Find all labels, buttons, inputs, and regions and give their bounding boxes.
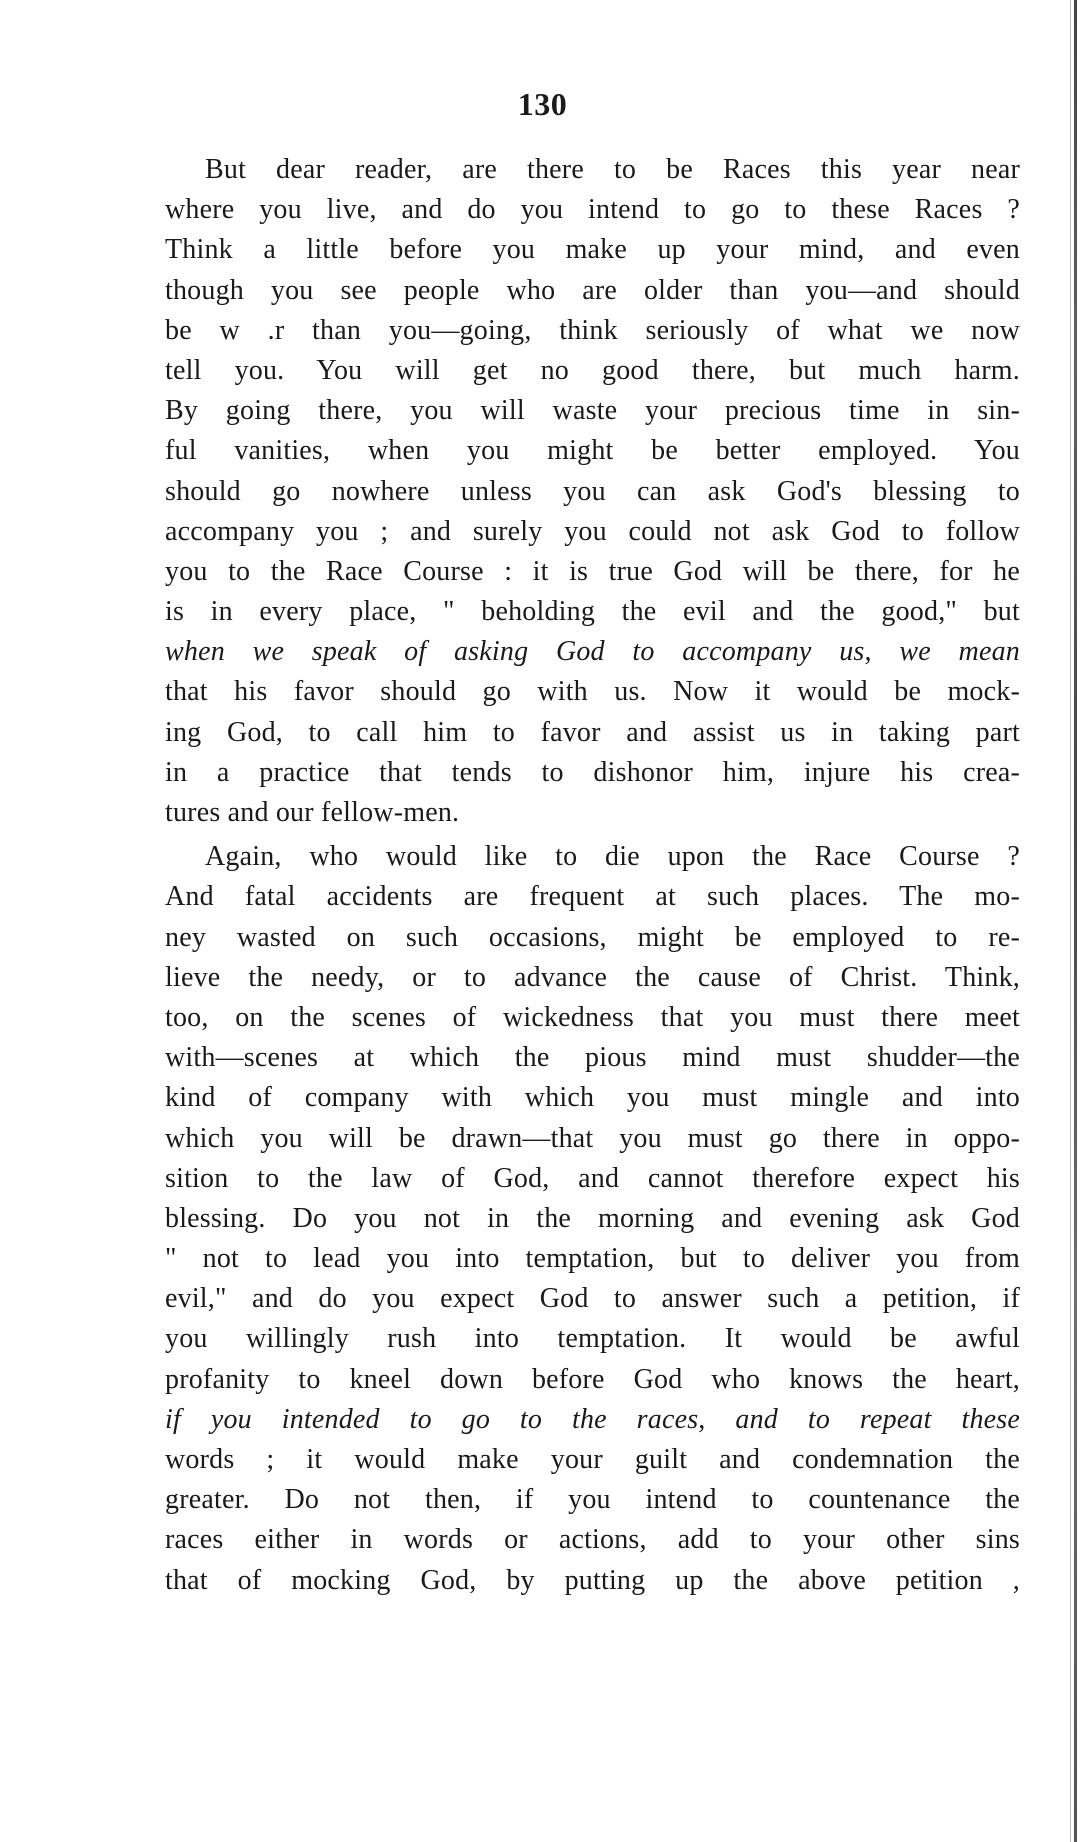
text-line: Think a little before you make up your mind, and even [165, 234, 1020, 266]
text-line: you willingly rush into temptation. It would be awful [165, 1323, 1020, 1355]
text-line: if you intended to go to the races, and to repeat these [165, 1403, 1020, 1435]
text-line: in a practice that tends to dishonor him, injure his crea- [165, 756, 1020, 788]
text-line: is in every place, " beholding the evil and the good," but [165, 596, 1020, 628]
text-line: ful vanities, when you might be better employed. You [165, 435, 1020, 467]
text-line: But dear reader, are there to be Races this year near [205, 154, 1020, 185]
text-line: too, on the scenes of wickedness that you must there meet [165, 1001, 1020, 1033]
text-line: though you see people who are older than you—and should [165, 274, 1020, 306]
text-line: " not to lead you into temptation, but to deliver you from [165, 1243, 1020, 1275]
text-line: profanity to kneel down before God who knows the heart, [165, 1363, 1020, 1395]
page-number: 130 [517, 86, 568, 122]
text-line: greater. Do not then, if you intend to countenance the [165, 1484, 1020, 1516]
text-line: when we speak of asking God to accompany us, we mean [165, 636, 1020, 668]
text-line: Again, who would like to die upon the Race Course ? [205, 841, 1020, 873]
text-line: which you will be drawn—that you must go there in oppo- [165, 1122, 1020, 1154]
text-line: you to the Race Course : it is true God will be there, for he [165, 555, 1020, 587]
text-line: And fatal accidents are frequent at such places. The mo- [165, 881, 1020, 913]
text-line: should go nowhere unless you can ask God's blessing to [165, 475, 1020, 507]
page-edge-shadow [1074, 0, 1077, 1842]
text-line: ing God, to call him to favor and assist us in taking part [165, 716, 1020, 748]
text-line: blessing. Do you not in the morning and evening ask God [165, 1202, 1020, 1234]
text-line: sition to the law of God, and cannot therefore expect his [165, 1162, 1020, 1194]
text-line: evil," and do you expect God to answer such a petition, if [165, 1283, 1020, 1315]
text-line: kind of company with which you must mingle and into [165, 1082, 1020, 1114]
text-line: with—scenes at which the pious mind must shudder—the [165, 1042, 1020, 1074]
text-line: tures and our fellow-men. [165, 797, 460, 828]
text-line: lieve the needy, or to advance the cause of Christ. Think, [165, 961, 1020, 993]
text-line: races either in words or actions, add to your other sins [165, 1524, 1020, 1556]
text-line: where you live, and do you intend to go to these Races ? [165, 194, 1020, 226]
text-line: words ; it would make your guilt and condemnation the [165, 1444, 1020, 1475]
text-line: that his favor should go with us. Now it would be mock- [165, 676, 1020, 708]
text-line: tell you. You will get no good there, but much harm. [165, 354, 1020, 386]
page-edge-line [1070, 0, 1071, 1842]
text-line: By going there, you will waste your precious time in sin- [165, 395, 1020, 427]
body-text [165, 150, 1020, 1601]
text-line: accompany you ; and surely you could not ask God to follow [165, 515, 1020, 547]
text-line: that of mocking God, by putting up the above petition , [165, 1564, 1020, 1596]
text-line: be w .r than you—going, think seriously of what we now [165, 314, 1020, 346]
text-line: ney wasted on such occasions, might be employed to re- [165, 921, 1020, 953]
